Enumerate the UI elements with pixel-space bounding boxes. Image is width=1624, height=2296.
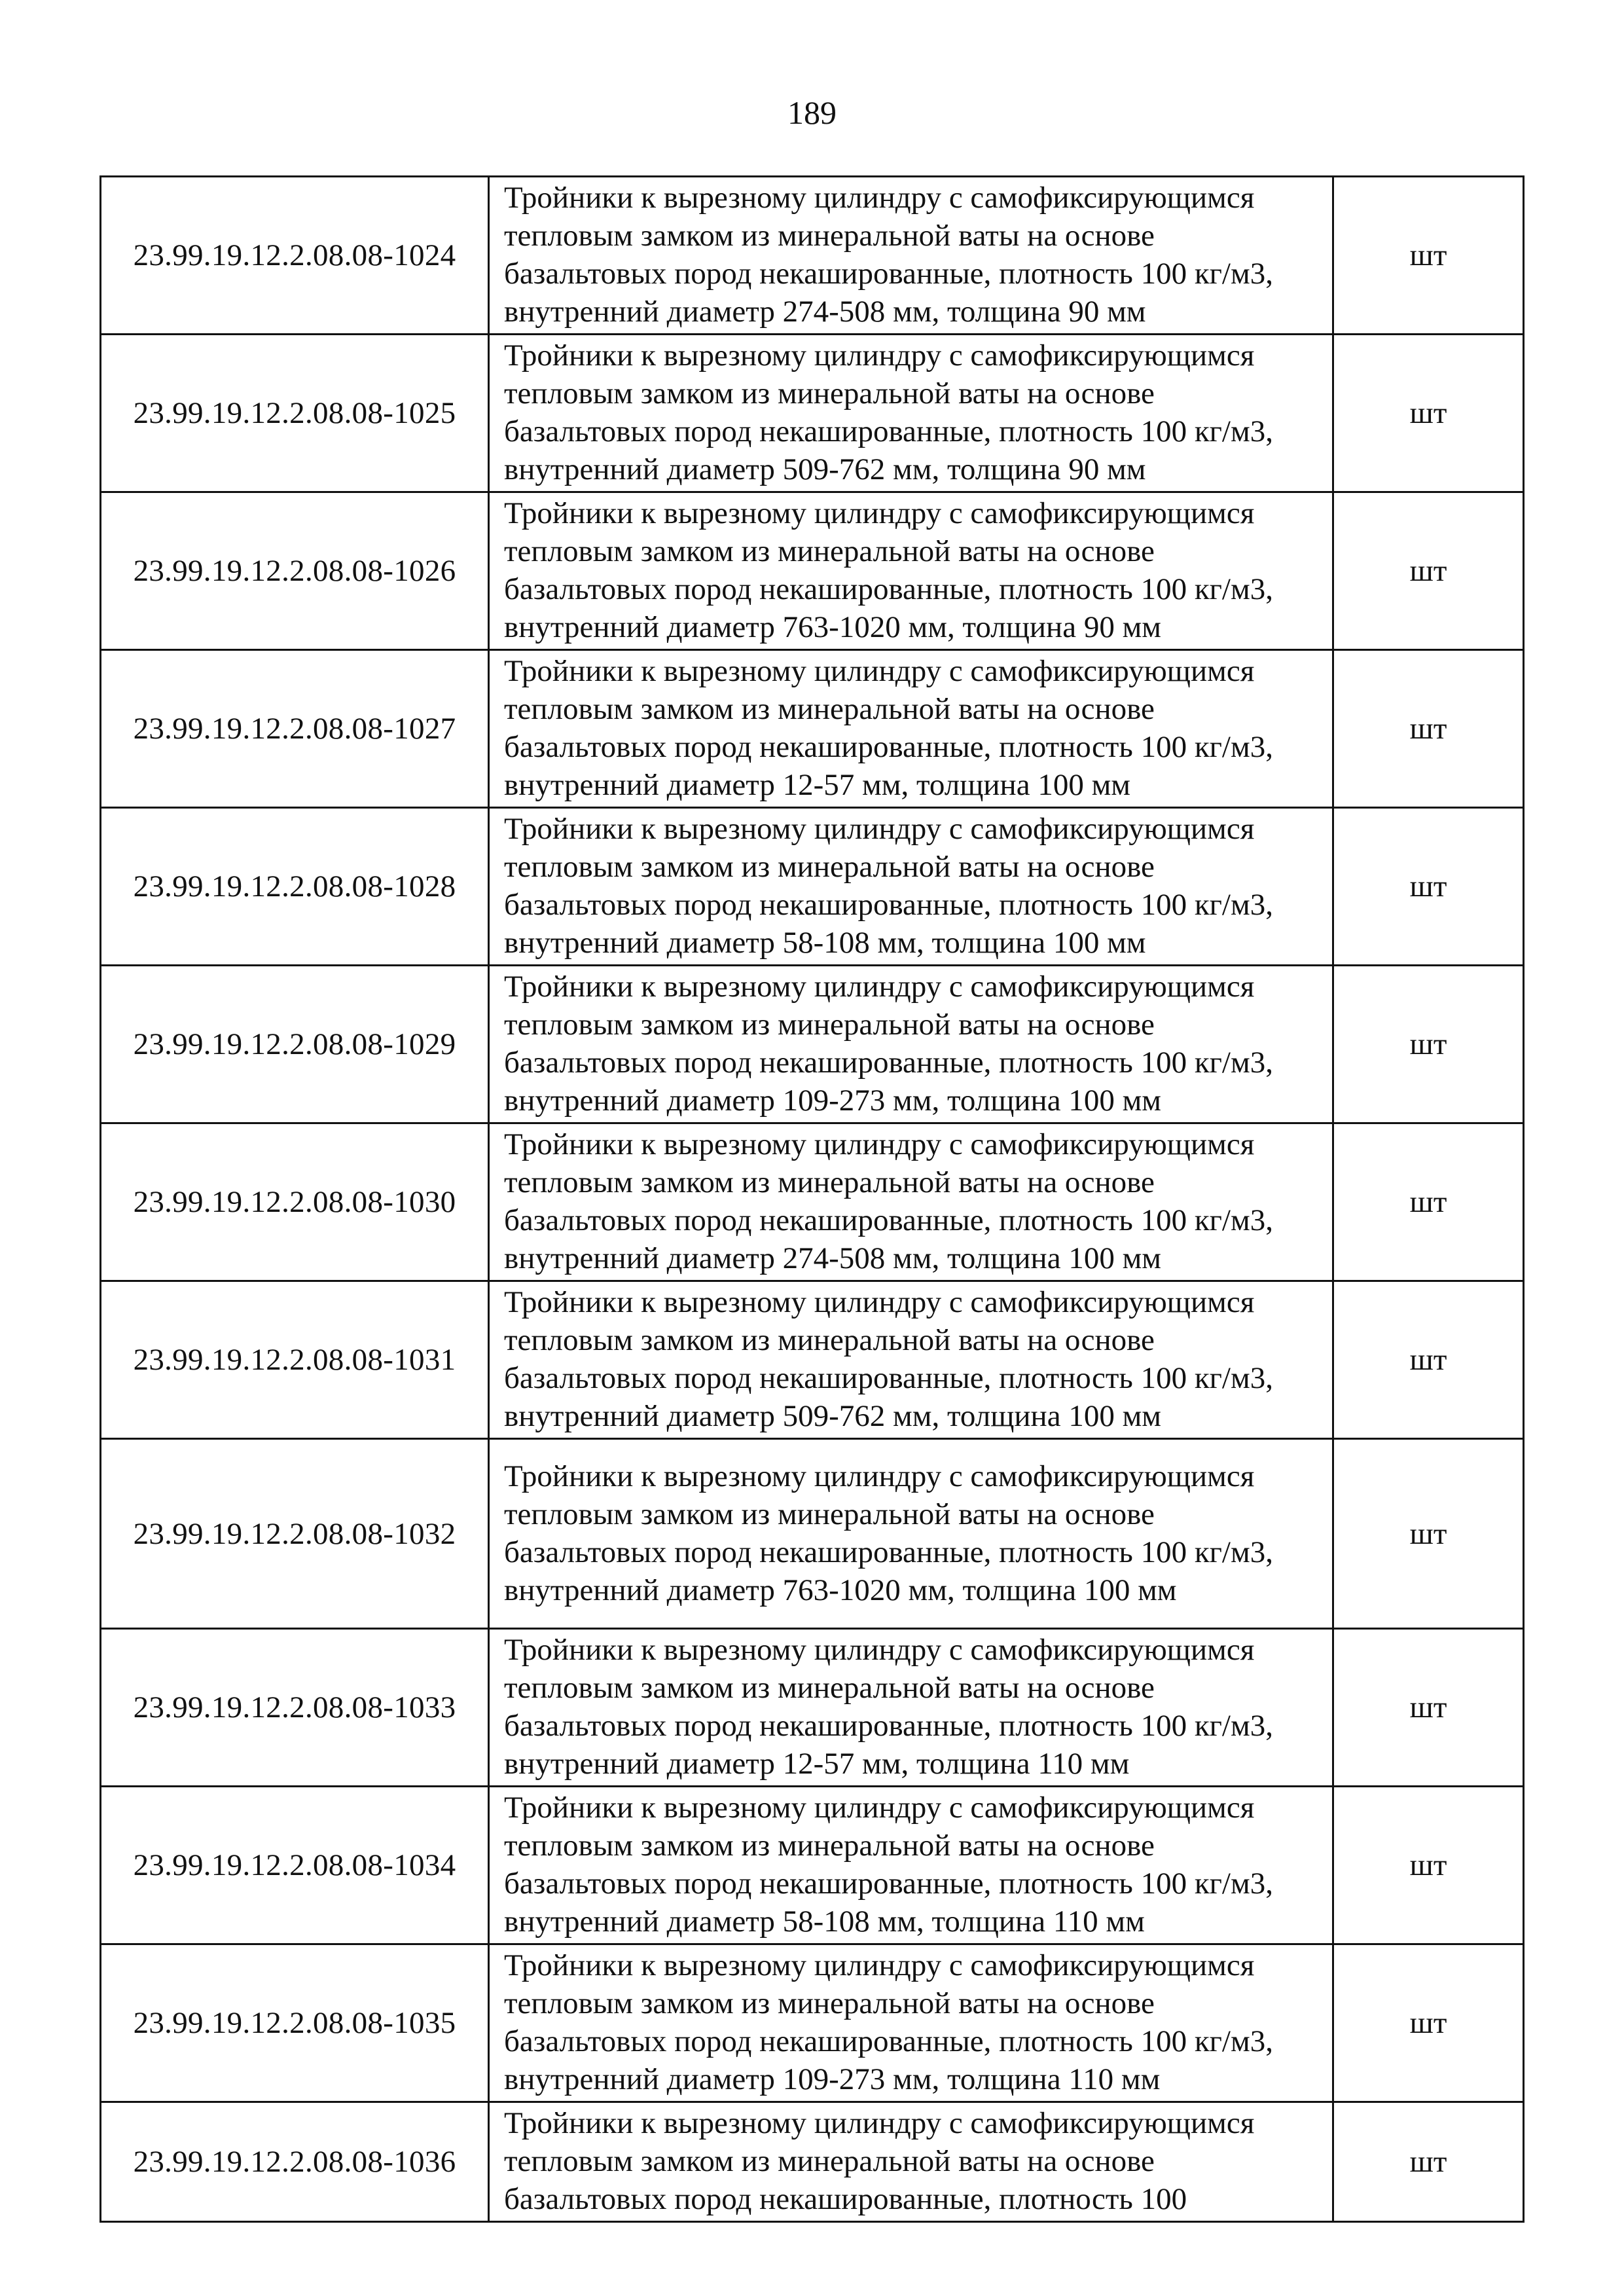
item-unit: шт <box>1333 1944 1524 2102</box>
item-description: Тройники к вырезному цилиндру с самофиксирующимся тепловым замком из минеральной ваты на основе базальтовых пород некашированные, плотность 100 кг/м3, внутренний диаметр 509-762 мм, толщина 100 мм <box>489 1281 1333 1439</box>
item-description: Тройники к вырезному цилиндру с самофиксирующимся тепловым замком из минеральной ваты на основе базальтовых пород некашированные, плотность 100 кг/м3, внутренний диаметр 12-57 мм, толщина 100 мм <box>489 650 1333 808</box>
item-description: Тройники к вырезному цилиндру с самофиксирующимся тепловым замком из минеральной ваты на основе базальтовых пород некашированные, плотность 100 кг/м3, внутренний диаметр 58-108 мм, толщина 100 мм <box>489 808 1333 966</box>
item-code: 23.99.19.12.2.08.08-1024 <box>101 177 489 335</box>
item-description: Тройники к вырезному цилиндру с самофиксирующимся тепловым замком из минеральной ваты на основе базальтовых пород некашированные, плотность 100 кг/м3, внутренний диаметр 763-1020 мм, толщина 90 мм <box>489 492 1333 650</box>
item-unit: шт <box>1333 650 1524 808</box>
item-description: Тройники к вырезному цилиндру с самофиксирующимся тепловым замком из минеральной ваты на основе базальтовых пород некашированные, плотность 100 кг/м3, внутренний диаметр 12-57 мм, толщина 110 мм <box>489 1629 1333 1787</box>
item-code: 23.99.19.12.2.08.08-1032 <box>101 1439 489 1629</box>
item-unit: шт <box>1333 335 1524 492</box>
item-unit: шт <box>1333 1439 1524 1629</box>
table-row <box>101 1629 1524 1787</box>
item-code: 23.99.19.12.2.08.08-1030 <box>101 1123 489 1281</box>
item-description: Тройники к вырезному цилиндру с самофиксирующимся тепловым замком из минеральной ваты на основе базальтовых пород некашированные, плотность 100 кг/м3, внутренний диаметр 509-762 мм, толщина 90 мм <box>489 335 1333 492</box>
item-code: 23.99.19.12.2.08.08-1035 <box>101 1944 489 2102</box>
table-row <box>101 650 1524 808</box>
item-unit: шт <box>1333 966 1524 1123</box>
item-description: Тройники к вырезному цилиндру с самофиксирующимся тепловым замком из минеральной ваты на основе базальтовых пород некашированные, плотность 100 <box>489 2102 1333 2222</box>
item-code: 23.99.19.12.2.08.08-1034 <box>101 1787 489 1944</box>
item-code: 23.99.19.12.2.08.08-1025 <box>101 335 489 492</box>
item-unit: шт <box>1333 1787 1524 1944</box>
item-code: 23.99.19.12.2.08.08-1029 <box>101 966 489 1123</box>
table-row <box>101 177 1524 335</box>
item-unit: шт <box>1333 492 1524 650</box>
item-code: 23.99.19.12.2.08.08-1031 <box>101 1281 489 1439</box>
item-code: 23.99.19.12.2.08.08-1027 <box>101 650 489 808</box>
page-number: 189 <box>787 94 837 131</box>
items-table-body <box>101 177 1524 2222</box>
table-row <box>101 2102 1524 2222</box>
item-unit: шт <box>1333 2102 1524 2222</box>
item-code: 23.99.19.12.2.08.08-1036 <box>101 2102 489 2222</box>
table-row <box>101 335 1524 492</box>
item-description: Тройники к вырезному цилиндру с самофиксирующимся тепловым замком из минеральной ваты на основе базальтовых пород некашированные, плотность 100 кг/м3, внутренний диаметр 274-508 мм, толщина 100 мм <box>489 1123 1333 1281</box>
items-table <box>99 175 1525 2223</box>
item-description: Тройники к вырезному цилиндру с самофиксирующимся тепловым замком из минеральной ваты на основе базальтовых пород некашированные, плотность 100 кг/м3, внутренний диаметр 109-273 мм, толщина 100 мм <box>489 966 1333 1123</box>
table-row <box>101 1281 1524 1439</box>
item-code: 23.99.19.12.2.08.08-1026 <box>101 492 489 650</box>
item-description: Тройники к вырезному цилиндру с самофиксирующимся тепловым замком из минеральной ваты на основе базальтовых пород некашированные, плотность 100 кг/м3, внутренний диаметр 109-273 мм, толщина 110 мм <box>489 1944 1333 2102</box>
table-row <box>101 966 1524 1123</box>
item-code: 23.99.19.12.2.08.08-1033 <box>101 1629 489 1787</box>
table-row <box>101 808 1524 966</box>
item-unit: шт <box>1333 1123 1524 1281</box>
item-description: Тройники к вырезному цилиндру с самофиксирующимся тепловым замком из минеральной ваты на основе базальтовых пород некашированные, плотность 100 кг/м3, внутренний диаметр 58-108 мм, толщина 110 мм <box>489 1787 1333 1944</box>
item-unit: шт <box>1333 1281 1524 1439</box>
item-unit: шт <box>1333 808 1524 966</box>
item-unit: шт <box>1333 177 1524 335</box>
table-row <box>101 1787 1524 1944</box>
item-description: Тройники к вырезному цилиндру с самофиксирующимся тепловым замком из минеральной ваты на основе базальтовых пород некашированные, плотность 100 кг/м3, внутренний диаметр 274-508 мм, толщина 90 мм <box>489 177 1333 335</box>
table-row <box>101 1439 1524 1629</box>
item-unit: шт <box>1333 1629 1524 1787</box>
table-row <box>101 1944 1524 2102</box>
table-row <box>101 492 1524 650</box>
table-row <box>101 1123 1524 1281</box>
item-description: Тройники к вырезному цилиндру с самофиксирующимся тепловым замком из минеральной ваты на основе базальтовых пород некашированные, плотность 100 кг/м3, внутренний диаметр 763-1020 мм, толщина 100 мм <box>489 1439 1333 1629</box>
item-code: 23.99.19.12.2.08.08-1028 <box>101 808 489 966</box>
